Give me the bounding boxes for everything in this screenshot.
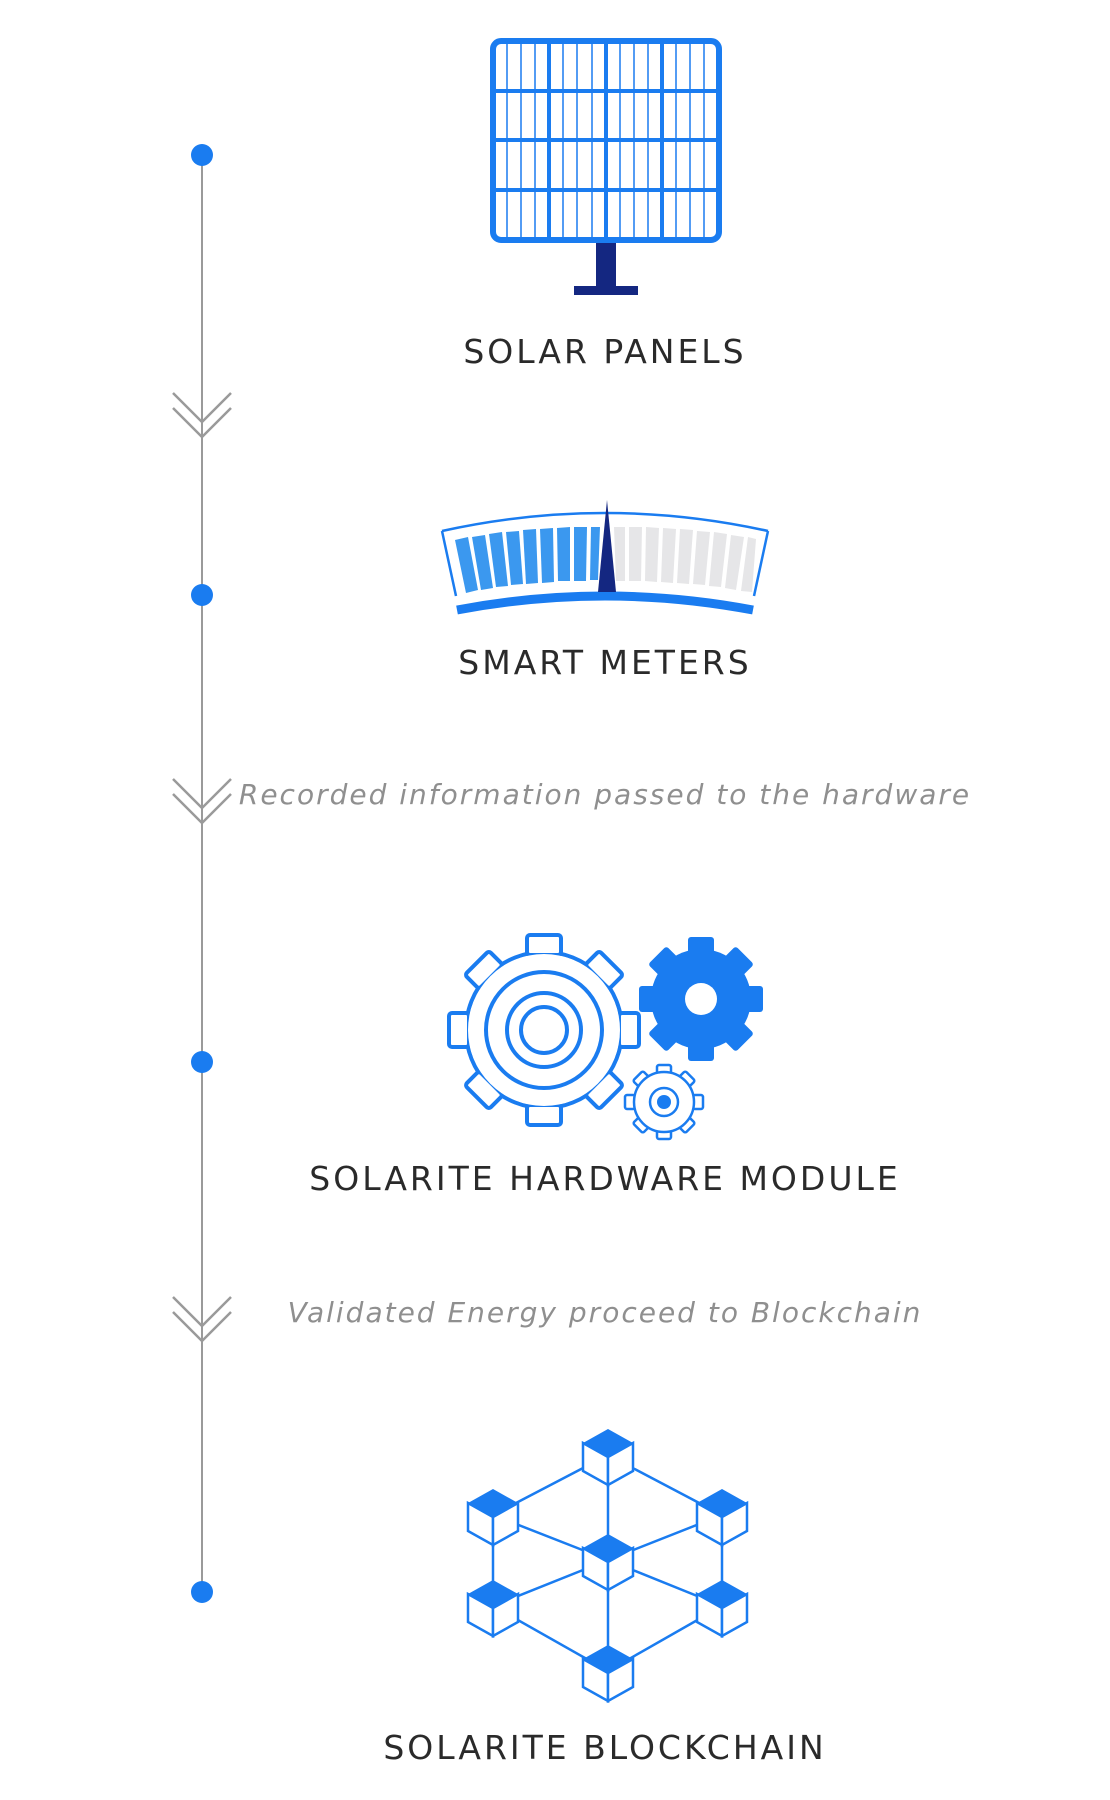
blockchain-icon xyxy=(468,1429,747,1701)
small-gear-icon xyxy=(625,1065,703,1139)
timeline-dot-blockchain xyxy=(191,1581,213,1603)
block-cube xyxy=(697,1489,747,1545)
block-cube xyxy=(468,1489,518,1545)
step-label-smart-meters: SMART METERS xyxy=(458,643,752,682)
step-label-hardware-module: SOLARITE HARDWARE MODULE xyxy=(309,1159,901,1198)
block-cube xyxy=(583,1645,633,1701)
block-cube xyxy=(583,1429,633,1485)
timeline-dot-smart-meters xyxy=(191,584,213,606)
connector-caption-blockchain: Validated Energy proceed to Blockchain xyxy=(287,1296,923,1329)
solar-panel-icon xyxy=(493,41,719,295)
block-cube xyxy=(468,1580,518,1636)
gears-icon xyxy=(449,935,763,1139)
large-gear-icon xyxy=(449,935,639,1125)
smart-meter-icon xyxy=(442,500,768,610)
step-label-solar-panels: SOLAR PANELS xyxy=(463,332,747,371)
solid-gear-icon xyxy=(639,937,763,1061)
block-cube xyxy=(697,1580,747,1636)
timeline-dot-hardware-module xyxy=(191,1051,213,1073)
connector-caption-hardware: Recorded information passed to the hardware xyxy=(238,778,972,811)
timeline-dot-solar-panels xyxy=(191,144,213,166)
step-label-blockchain: SOLARITE BLOCKCHAIN xyxy=(383,1728,827,1767)
block-cube xyxy=(583,1534,633,1590)
